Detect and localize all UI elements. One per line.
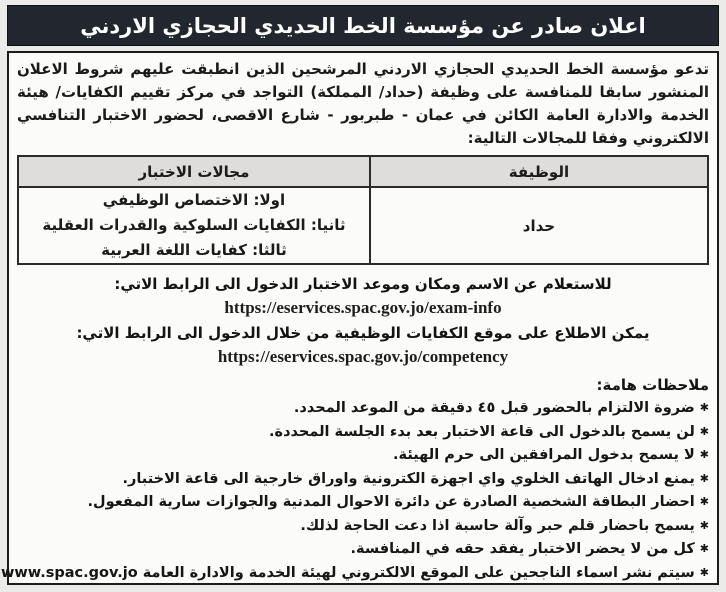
asterisk-bullet-icon: ✱ — [699, 495, 709, 508]
exam-area-line: ثانيا: الكفايات السلوكية والقدرات العقلية — [42, 216, 346, 234]
asterisk-bullet-icon: ✱ — [699, 424, 709, 438]
important-notes-section — [0, 373, 709, 585]
notes-heading: ملاحظات هامة: — [596, 376, 709, 394]
note-text: ضروة الالتزام بالحضور قبل ٤٥ دقيقة من الموعد المحدد. — [293, 400, 695, 416]
note-text: لا يسمح بدخول المرافقين الى حرم الهيئة. — [393, 447, 695, 463]
asterisk-bullet-icon: ✱ — [699, 518, 709, 532]
note-item — [17, 468, 709, 492]
asterisk-bullet-icon: ✱ — [699, 471, 709, 485]
table-row — [18, 187, 708, 264]
note-item — [17, 444, 709, 468]
competency-link-block — [17, 321, 709, 368]
note-text: سيتم نشر اسماء الناجحين على الموقع الالكتروني لهيئة الخدمة والادارة العامة www.spac.gov.jo — [0, 564, 695, 581]
announcement-body — [0, 51, 719, 585]
note-item — [17, 421, 709, 445]
exam-area-line: اولا: الاختصاص الوظيفي — [102, 191, 286, 209]
asterisk-bullet-icon: ✱ — [699, 448, 709, 461]
note-text: كل من لا يحضر الاختبار يفقد حقه في المنافسة. — [350, 541, 695, 557]
note-item — [17, 397, 709, 421]
job-name-cell: حداد — [370, 187, 708, 264]
exam-areas-cell — [18, 187, 370, 264]
note-item — [17, 538, 709, 562]
column-header-job: الوظيفة — [370, 156, 708, 187]
competency-link-caption: يمكن الاطلاع على موقع الكفايات الوظيفية من خلال الدخول الى الرابط الاتي: — [76, 324, 650, 342]
note-text: لن يسمح بالدخول الى قاعة الاختبار بعد بدء الجلسة المحددة. — [269, 423, 695, 440]
note-text: يمنع ادخال الهاتف الخلوي واي اجهزة الكترونية واوراق خارجية الى قاعة الاختبار. — [122, 470, 695, 487]
positions-table — [17, 155, 709, 265]
exam-info-link-block — [17, 272, 709, 319]
intro-paragraph: تدعو مؤسسة الخط الحديدي الحجازي الاردني المرشحين الذين انطبقت عليهم شروط الاعلان المنشور سابقا للمنافسة على وظيفة (حداد/ المملكة) التواجد في مركز تقييم الكفايات/ هيئة الخدمة والادارة العامة الكائن في عمان - طبربور - شارع الاقصى، لحضور الاختبار التنافسي الالكتروني وفقا للمجالات التالية: — [17, 60, 709, 147]
asterisk-bullet-icon: ✱ — [699, 565, 709, 579]
note-text: يسمح باحضار قلم حبر وآلة حاسبة اذا دعت الحاجة لذلك. — [300, 517, 695, 534]
note-item — [0, 562, 709, 586]
note-text: احضار البطاقة الشخصية الصادرة عن دائرة الاحوال المدنية والجوازات سارية المفعول. — [87, 494, 695, 510]
competency-url: https://eservices.spac.gov.jo/competency — [217, 347, 509, 366]
column-header-exam-areas: مجالات الاختبار — [18, 156, 370, 187]
exam-info-url: https://eservices.spac.gov.jo/exam-info — [224, 298, 502, 317]
asterisk-bullet-icon: ✱ — [699, 542, 709, 555]
table-header-row — [18, 156, 708, 187]
note-item — [17, 515, 709, 539]
announcement-title: اعلان صادر عن مؤسسة الخط الحديدي الحجازي الاردني — [80, 13, 646, 38]
asterisk-bullet-icon: ✱ — [699, 401, 709, 414]
note-item — [17, 491, 709, 515]
announcement-title-bar — [7, 5, 719, 46]
exam-area-line: ثالثا: كفايات اللغة العربية — [101, 241, 287, 259]
exam-info-link-caption: للاستعلام عن الاسم ومكان وموعد الاختبار الدخول الى الرابط الاتي: — [114, 275, 612, 293]
